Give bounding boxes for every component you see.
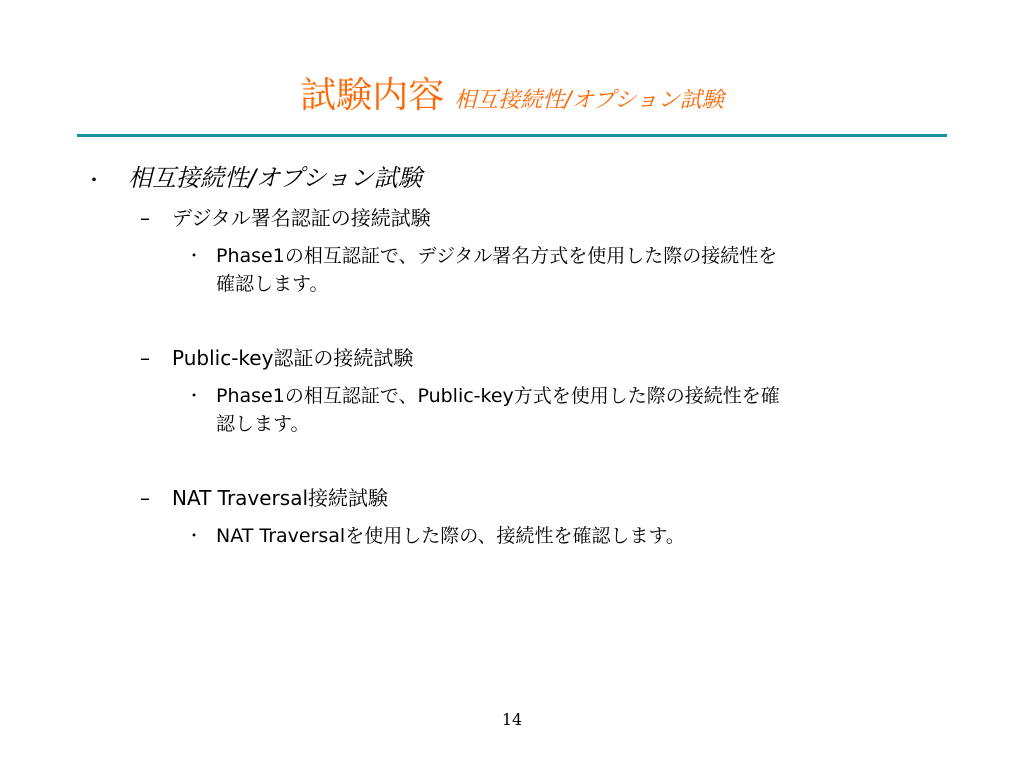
page-number: 14 [501,710,523,729]
title-subtitle: 相互接続性/オプション試験 [454,88,724,113]
section-detail-line: 確認します。 [216,273,329,295]
slide-title [0,75,1024,116]
title-divider [77,134,947,137]
dash-icon: – [140,206,150,230]
section-label: デジタル署名認証の接続試験 [172,206,431,230]
section-label: Public-key認証の接続試験 [172,346,414,370]
bullet-icon: ・ [186,246,203,265]
section-detail-line: NAT Traversalを使用した際の、接続性を確認します。 [216,525,685,547]
bullet-icon: ・ [186,526,203,545]
section-detail-line: Phase1の相互認証で、デジタル署名方式を使用した際の接続性を [216,245,778,267]
main-heading: 相互接続性/オプション試験 [128,164,422,192]
bullet-icon: ・ [84,168,104,192]
title-main: 試験内容 [300,75,445,116]
dash-icon: – [140,486,150,510]
section-detail-line: Phase1の相互認証で、Public-key方式を使用した際の接続性を確 [216,385,780,407]
bullet-icon: ・ [186,386,203,405]
section-label: NAT Traversal接続試験 [172,486,389,510]
dash-icon: – [140,346,150,370]
section-detail-line: 認します。 [216,413,310,435]
